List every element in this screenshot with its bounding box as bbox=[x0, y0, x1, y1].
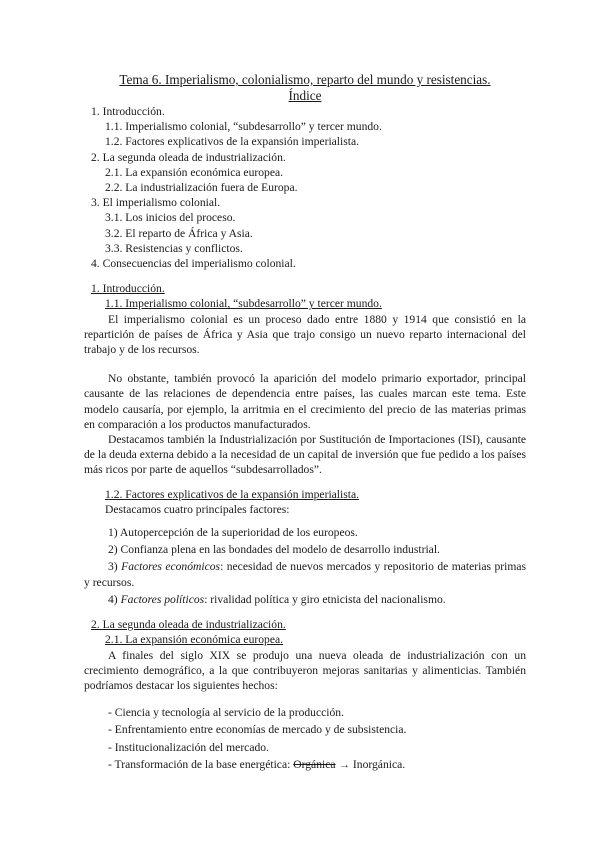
toc-item: 3.2. El reparto de África y Asia. bbox=[105, 226, 253, 240]
factor-item: 4) Factores políticos: rivalidad política y giro etnicista del nacionalismo. bbox=[108, 592, 446, 606]
factor-item: 2) Confianza plena en las bondades del modelo de desarrollo industrial. bbox=[108, 543, 440, 557]
toc-item: 1.2. Factores explicativos de la expansión imperialista. bbox=[105, 135, 360, 149]
toc-item: 1.1. Imperialismo colonial, “subdesarrollo” y tercer mundo. bbox=[105, 120, 382, 134]
index-heading: Índice bbox=[288, 88, 322, 103]
toc-item: 2.1. La expansión económica europea. bbox=[105, 165, 284, 179]
paragraph: Destacamos también la Industrialización por Sustitución de Importaciones (ISI), causante de la deuda externa debido a la necesidad de un capital de inversión que fue pedido a los países más ricos por parte de aquellos “subdesarrollados”. bbox=[84, 433, 526, 477]
section-2-1-heading: 2.1. La expansión económica europea. bbox=[105, 633, 284, 647]
table-of-contents bbox=[84, 104, 526, 271]
fact-item: - Transformación de la base energética: Orgánica → Inorgánica. bbox=[108, 757, 406, 771]
toc-item: 1. Introducción. bbox=[91, 105, 165, 118]
factor-item: 3) Factores económicos: necesidad de nuevos mercados y repositorio de materias primas y recursos. bbox=[84, 560, 526, 589]
factor-item: 1) Autopercepción de la superioridad de los europeos. bbox=[108, 526, 358, 540]
section-2-heading: 2. La segunda oleada de industrialización. bbox=[91, 618, 286, 632]
section-1-2-heading: 1.2. Factores explicativos de la expansión imperialista. bbox=[105, 487, 360, 501]
paragraph: No obstante, también provocó la aparición del modelo primario exportador, principal causante de las relaciones de dependencia entre países, las cuales marcan este tema. Este modelo causaría, por ejemplo, la arritmia en el crecimiento del precio de las materias primas en comparación a los productos manufacturados. bbox=[84, 372, 526, 431]
toc-item: 3. El imperialismo colonial. bbox=[91, 196, 221, 210]
fact-item: - Enfrentamiento entre economías de mercado y de subsistencia. bbox=[108, 723, 407, 737]
document-page bbox=[84, 72, 526, 772]
document-title: Tema 6. Imperialismo, colonialismo, reparto del mundo y resistencias. bbox=[119, 72, 491, 87]
paragraph: El imperialismo colonial es un proceso dado entre 1880 y 1914 que consistió en la repartición de países de África y Asia que trajo consigo un nuevo reparto internacional del trabajo y de los recursos. bbox=[84, 312, 526, 357]
toc-item: 4. Consecuencias del imperialismo colonial. bbox=[91, 257, 296, 271]
factors-intro: Destacamos cuatro principales factores: bbox=[105, 502, 290, 516]
toc-item: 2. La segunda oleada de industrialización. bbox=[91, 150, 286, 164]
fact-item: - Ciencia y tecnología al servicio de la producción. bbox=[108, 706, 344, 720]
section-1-1-heading: 1.1. Imperialismo colonial, “subdesarrollo” y tercer mundo. bbox=[105, 297, 382, 311]
toc-item: 2.2. La industrialización fuera de Europa. bbox=[105, 181, 298, 195]
fact-item: - Institucionalización del mercado. bbox=[108, 740, 269, 754]
toc-item: 3.1. Los inicios del proceso. bbox=[105, 211, 236, 225]
paragraph: A finales del siglo XIX se produjo una nueva oleada de industrialización con un crecimiento demográfico, a la que contribuyeron mejoras sanitarias y alimenticias. También podríamos destacar los siguientes hechos: bbox=[84, 648, 526, 692]
toc-item: 3.3. Resistencias y conflictos. bbox=[105, 241, 243, 255]
section-1-heading: 1. Introducción. bbox=[91, 282, 165, 296]
